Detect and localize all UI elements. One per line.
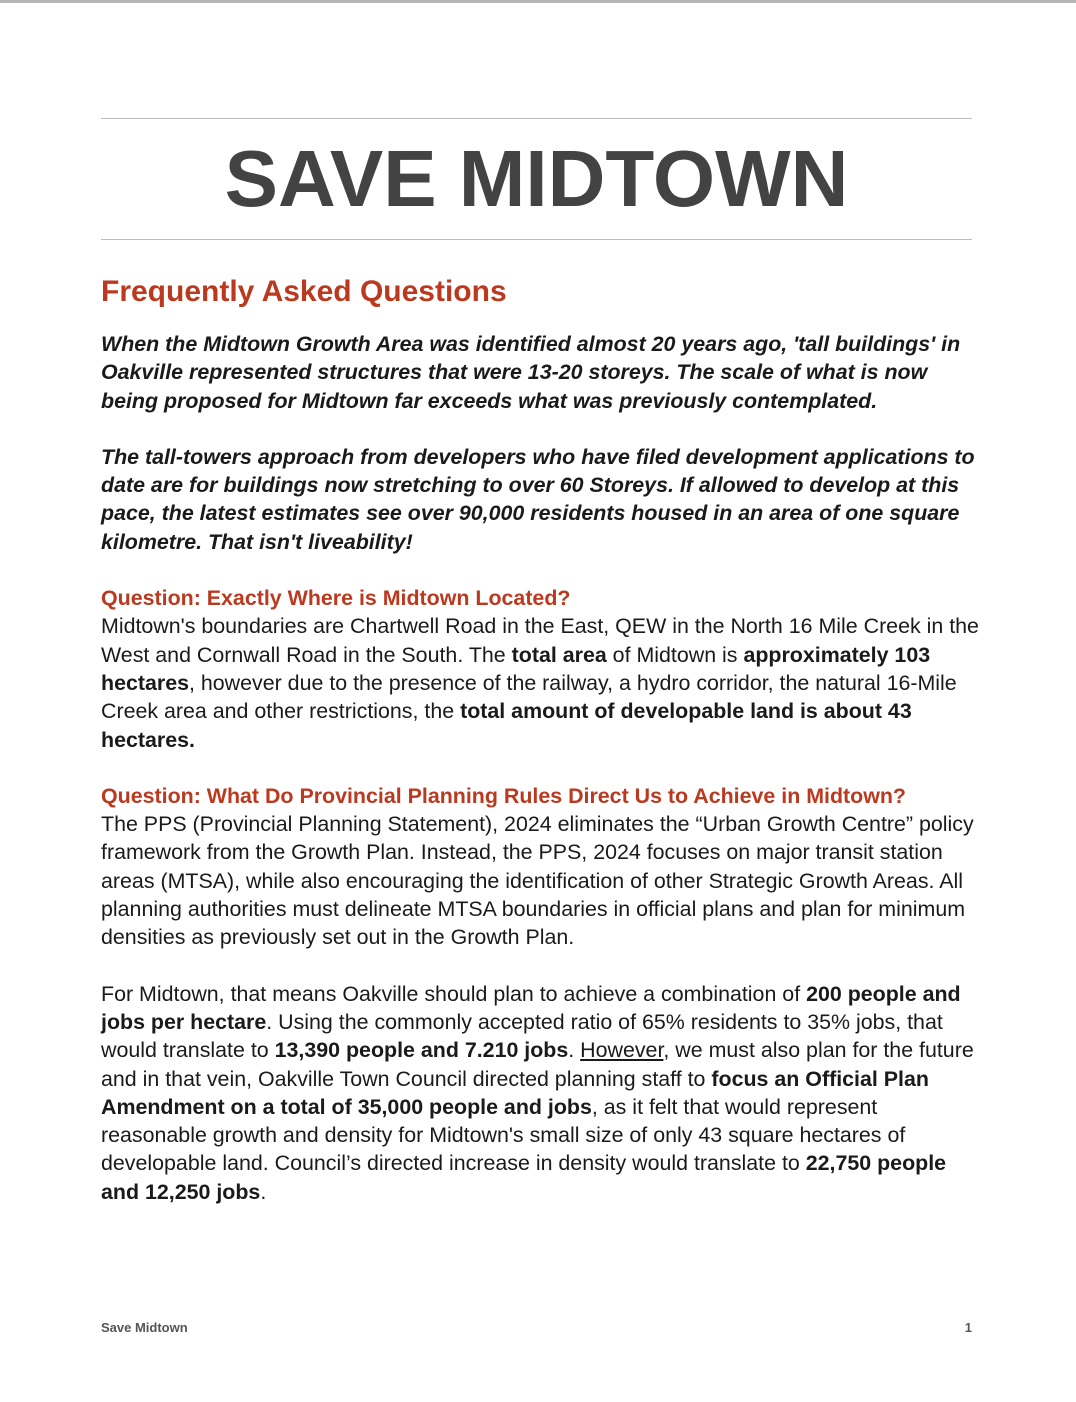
page-number: 1	[964, 1320, 972, 1335]
emphasis-official-plan-amendment: focus an Official Plan Amendment on a total of 35,000 people and jobs	[101, 1066, 929, 1119]
footer-title: Save Midtown	[101, 1320, 188, 1335]
question-2-heading: Question: What Do Provincial Planning Rules Direct Us to Achieve in Midtown?	[101, 783, 906, 808]
emphasis-total-area: total area	[511, 642, 607, 667]
question-2-answer-paragraph-1: The PPS (Provincial Planning Statement), 2024 eliminates the “Urban Growth Centre” policy framework from the Growth Plan. Instead, the PPS, 2024 focuses on major transit station areas (MTSA), while also encouraging the identification of other Strategic Growth Areas. All planning authorities must delineate MTSA boundaries in official plans and plan for minimum densities as previously set out in the Growth Plan.	[101, 812, 974, 950]
document-body	[101, 272, 981, 1206]
question-1-heading: Question: Exactly Where is Midtown Located?	[101, 586, 571, 611]
emphasis-103-hectares: approximately 103 hectares	[101, 642, 931, 695]
emphasis-22750-people: 22,750 people and 12,250 jobs	[101, 1151, 947, 1204]
question-2-answer-paragraph-2: For Midtown, that means Oakville should plan to achieve a combination of 200 people and jobs per hectare. Using the commonly accepted ratio of 65% residents to 35% jobs, that would translate to 13,390 people and 7.210 jobs. However, we must also plan for the future and in that vein, Oakville Town Council directed planning staff to focus an Official Plan Amendment on a total of 35,000 people and jobs, as it felt that would represent reasonable growth and density for Midtown's small size of only 43 square hectares of developable land. Council’s directed increase in density would translate to 22,750 people and 12,250 jobs.	[101, 981, 974, 1204]
title-rule-top	[101, 118, 972, 119]
faq-heading: Frequently Asked Questions	[101, 275, 507, 308]
question-1-answer: Midtown's boundaries are Chartwell Road in the East, QEW in the North 16 Mile Creek in the West and Cornwall Road in the South. The total area of Midtown is approximately 103 hectares, however due to the presence of the railway, a hydro corridor, the natural 16-Mile Creek area and other restrictions, the total amount of developable land is about 43 hectares.	[101, 614, 979, 752]
underline-however: However	[580, 1038, 664, 1063]
intro-paragraph-1: When the Midtown Growth Area was identified almost 20 years ago, 'tall buildings' in Oakville represented structures that were 13-20 storeys. The scale of what is now being proposed for Midtown far exceeds what was previously contemplated.	[101, 332, 961, 413]
emphasis-200-per-hectare: 200 people and jobs per hectare	[101, 981, 961, 1034]
title-rule-bottom	[101, 239, 972, 240]
emphasis-13390-people: 13,390 people and 7.210 jobs	[274, 1038, 569, 1063]
document-title: SAVE MIDTOWN	[224, 134, 849, 223]
emphasis-developable-land: total amount of developable land is about 43 hectares.	[101, 699, 912, 752]
page-top-border	[0, 0, 1076, 3]
intro-paragraph-2: The tall-towers approach from developers who have filed development applications to date are for buildings now stretching to over 60 Storeys. If allowed to develop at this pace, the latest estimates see over 90,000 residents housed in an area of one square kilometre. That isn't liveability!	[101, 444, 975, 554]
